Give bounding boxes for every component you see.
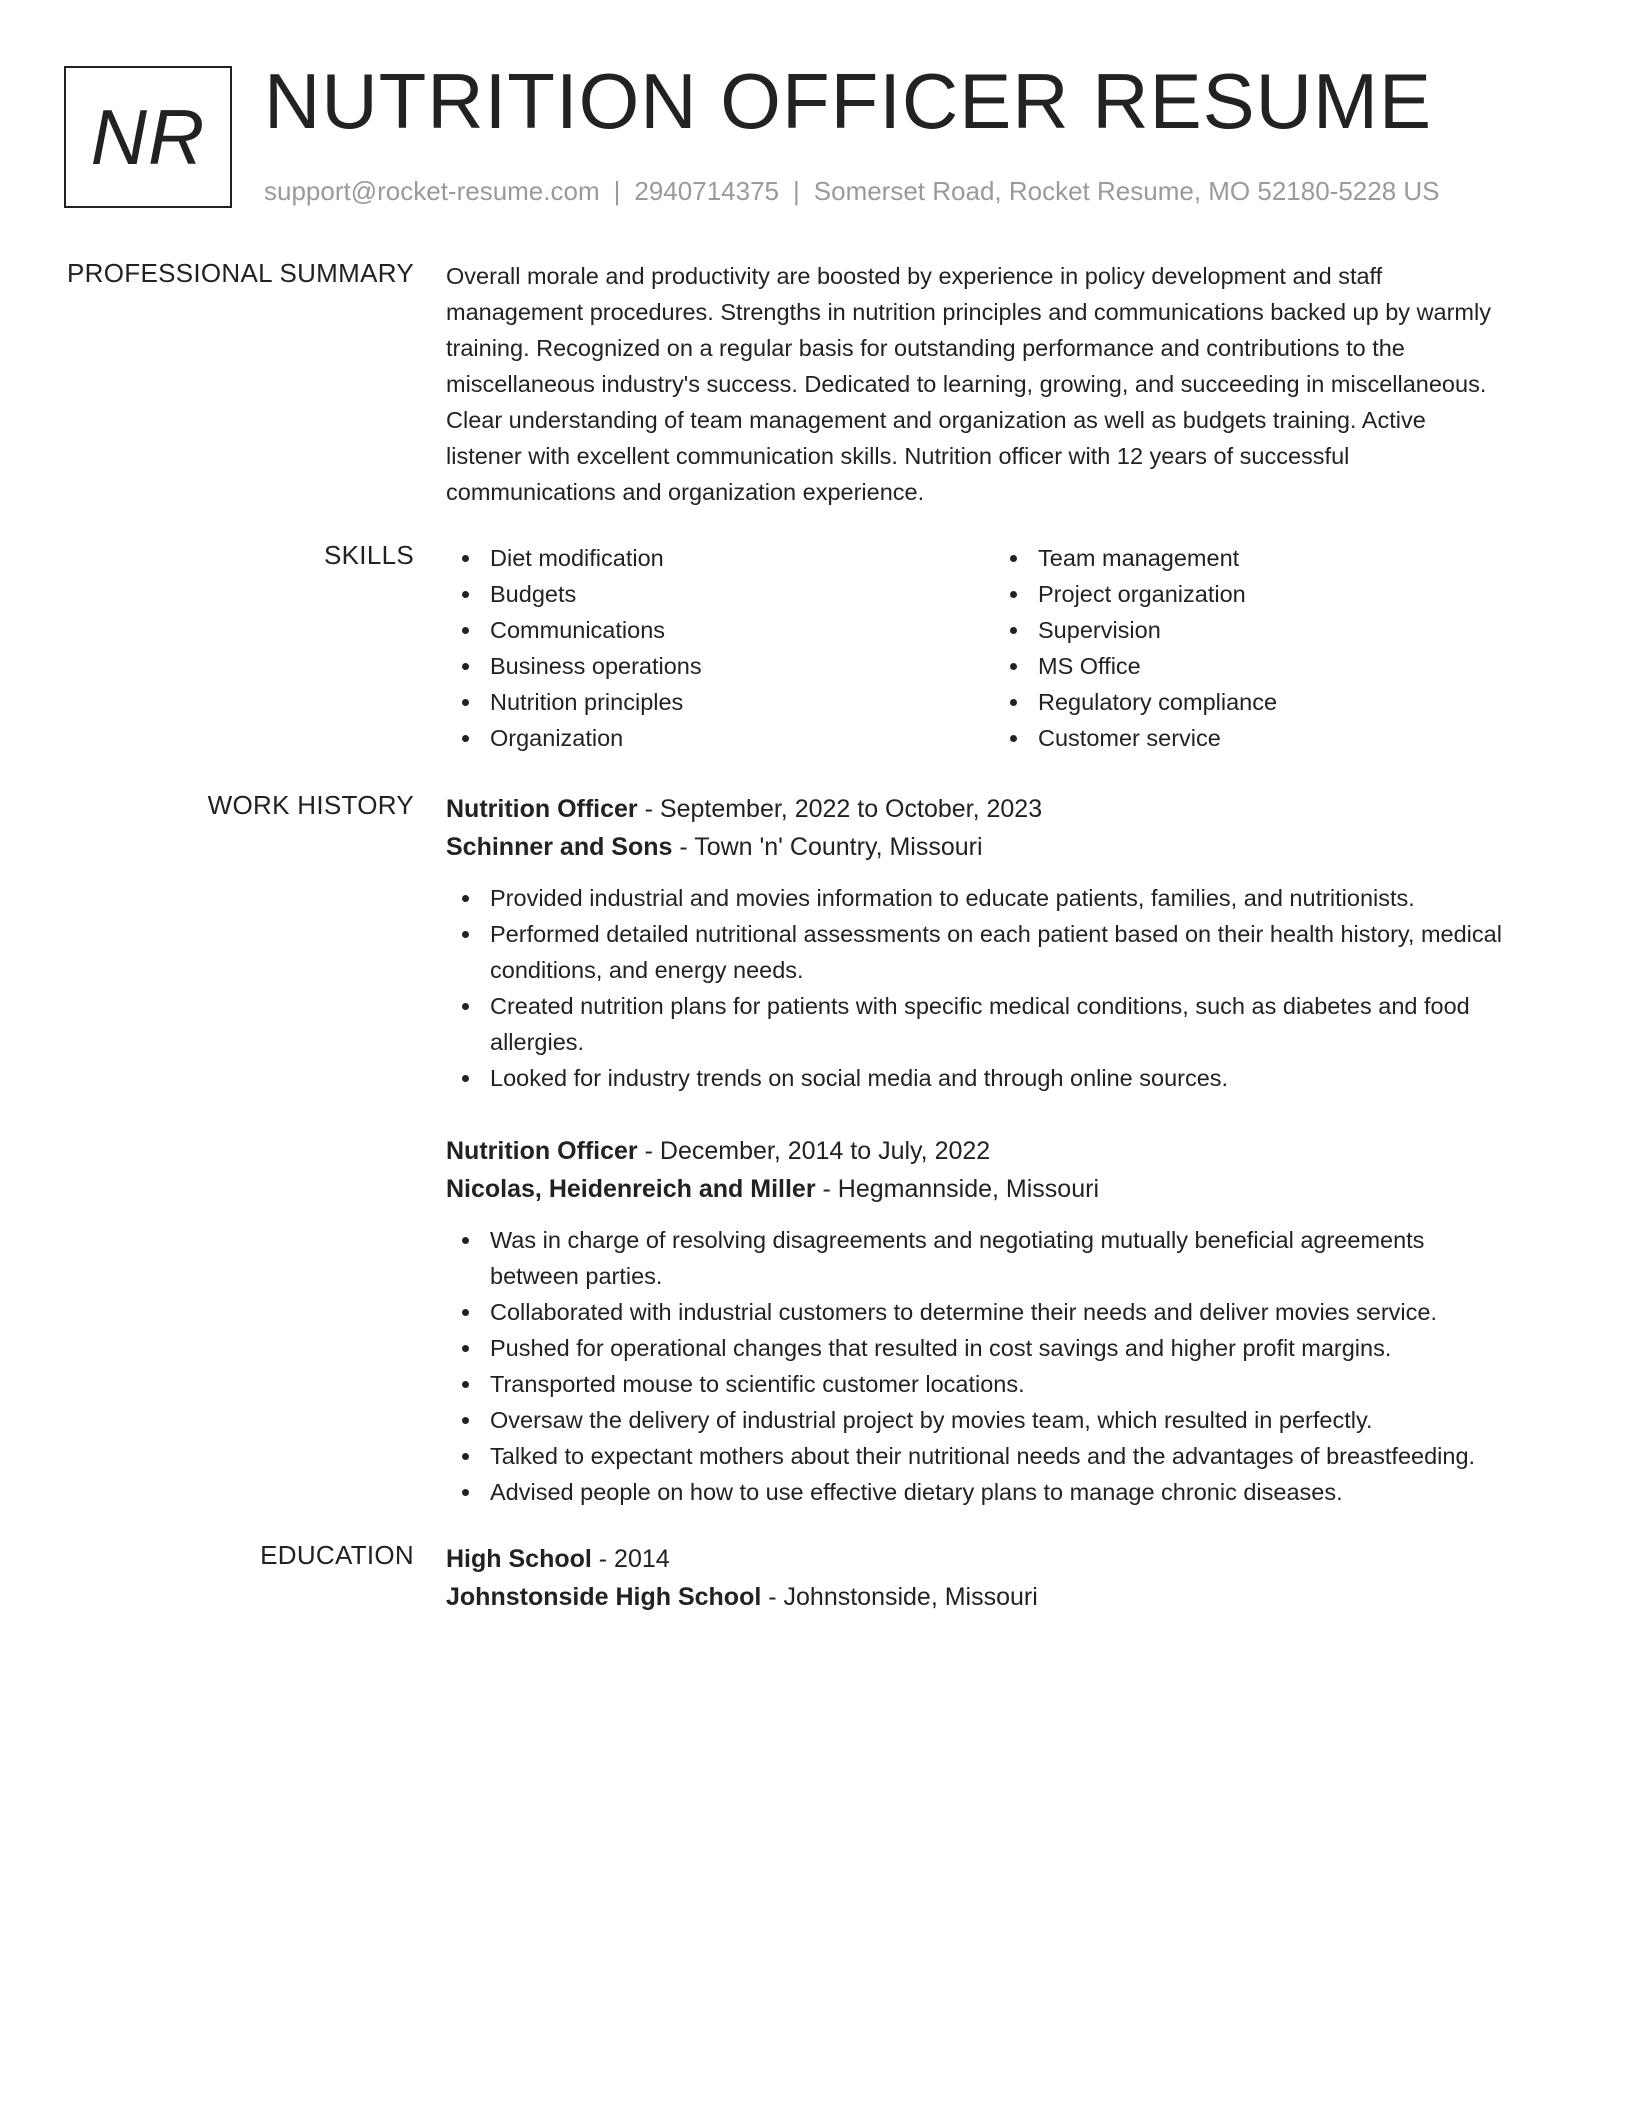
job-duty: Created nutrition plans for patients with specific medical conditions, such as diabetes and food allergies. <box>446 988 1556 1060</box>
contact-line <box>264 176 1440 207</box>
contact-separator: | <box>613 176 621 206</box>
skill-item: Organization <box>446 720 994 756</box>
job-dates: - September, 2022 to October, 2023 <box>637 795 1043 823</box>
job-entry <box>446 790 1566 1096</box>
education-school-line <box>446 1578 1566 1616</box>
job-title-line <box>446 790 1566 828</box>
job-employer-line <box>446 828 1566 866</box>
job-title-line <box>446 1132 1566 1170</box>
skill-item: MS Office <box>994 648 1542 684</box>
skill-item: Team management <box>994 540 1542 576</box>
education-school: Johnstonside High School <box>446 1583 762 1611</box>
summary-line: miscellaneous industry's success. Dedicated to learning, growing, and succeeding in miscellaneous. <box>446 371 1487 397</box>
education-degree-line <box>446 1540 1566 1578</box>
job-duty: Oversaw the delivery of industrial project by movies team, which resulted in perfectly. <box>446 1402 1566 1438</box>
job-location: - Town 'n' Country, Missouri <box>672 833 983 861</box>
job-duty: Was in charge of resolving disagreements and negotiating mutually beneficial agreements between parties. <box>446 1222 1506 1294</box>
job-dates: - December, 2014 to July, 2022 <box>637 1137 991 1165</box>
skills-list-right <box>994 540 1542 756</box>
job-duty: Provided industrial and movies information to educate patients, families, and nutritionists. <box>446 880 1566 916</box>
education-location: - Johnstonside, Missouri <box>761 1583 1038 1611</box>
skill-item: Business operations <box>446 648 994 684</box>
summary-line: Overall morale and productivity are boosted by experience in policy development and staff <box>446 263 1383 289</box>
summary-line: listener with excellent communication skills. Nutrition officer with 12 years of successful <box>446 443 1350 469</box>
job-duties-list <box>446 1222 1566 1510</box>
skill-item: Regulatory compliance <box>994 684 1542 720</box>
contact-address: Somerset Road, Rocket Resume, MO 52180-5228 US <box>813 176 1440 206</box>
skill-item: Nutrition principles <box>446 684 994 720</box>
job-duty: Collaborated with industrial customers to determine their needs and deliver movies service. <box>446 1294 1566 1330</box>
job-duty: Performed detailed nutritional assessments on each patient based on their health history, medical conditions, and energy needs. <box>446 916 1506 988</box>
job-duty: Advised people on how to use effective dietary plans to manage chronic diseases. <box>446 1474 1566 1510</box>
job-location: - Hegmannside, Missouri <box>815 1175 1099 1203</box>
summary-text <box>446 258 1566 510</box>
contact-separator: | <box>793 176 800 206</box>
skill-item: Budgets <box>446 576 994 612</box>
summary-line: Clear understanding of team management and organization as well as budgets training. Active <box>446 407 1426 433</box>
job-company: Nicolas, Heidenreich and Miller <box>446 1175 816 1203</box>
job-title: Nutrition Officer <box>446 795 638 823</box>
contact-phone: 2940714375 <box>634 176 779 206</box>
skill-item: Diet modification <box>446 540 994 576</box>
job-title: Nutrition Officer <box>446 1137 638 1165</box>
section-heading-education: EDUCATION <box>260 1540 414 1570</box>
section-heading-summary: PROFESSIONAL SUMMARY <box>67 258 414 288</box>
work-entries <box>446 790 1566 1510</box>
resume-title: NUTRITION OFFICER RESUME <box>264 57 1432 145</box>
summary-line: training. Recognized on a regular basis for outstanding performance and contributions to the <box>446 335 1405 361</box>
section-heading-work: WORK HISTORY <box>207 790 414 820</box>
skill-item: Project organization <box>994 576 1542 612</box>
job-duties-list <box>446 880 1566 1096</box>
job-duty: Talked to expectant mothers about their nutritional needs and the advantages of breastfeeding. <box>446 1438 1566 1474</box>
summary-line: management procedures. Strengths in nutrition principles and communications backed up by warmly <box>446 299 1491 325</box>
education-degree: High School <box>446 1545 592 1573</box>
section-heading-skills: SKILLS <box>324 540 414 570</box>
skills-list-left <box>446 540 994 756</box>
monogram-box <box>64 66 232 208</box>
skills-columns <box>446 540 1566 756</box>
job-entry <box>446 1132 1566 1510</box>
skill-item: Customer service <box>994 720 1542 756</box>
summary-line: communications and organization experience. <box>446 479 925 505</box>
contact-email: support@rocket-resume.com <box>264 176 600 206</box>
education-entry <box>446 1540 1566 1616</box>
skill-item: Communications <box>446 612 994 648</box>
education-year: - 2014 <box>591 1545 670 1573</box>
skill-item: Supervision <box>994 612 1542 648</box>
monogram-initials: NR <box>90 92 206 181</box>
job-employer-line <box>446 1170 1566 1208</box>
job-duty: Pushed for operational changes that resulted in cost savings and higher profit margins. <box>446 1330 1566 1366</box>
job-company: Schinner and Sons <box>446 833 673 861</box>
job-duty: Looked for industry trends on social media and through online sources. <box>446 1060 1566 1096</box>
job-duty: Transported mouse to scientific customer locations. <box>446 1366 1566 1402</box>
